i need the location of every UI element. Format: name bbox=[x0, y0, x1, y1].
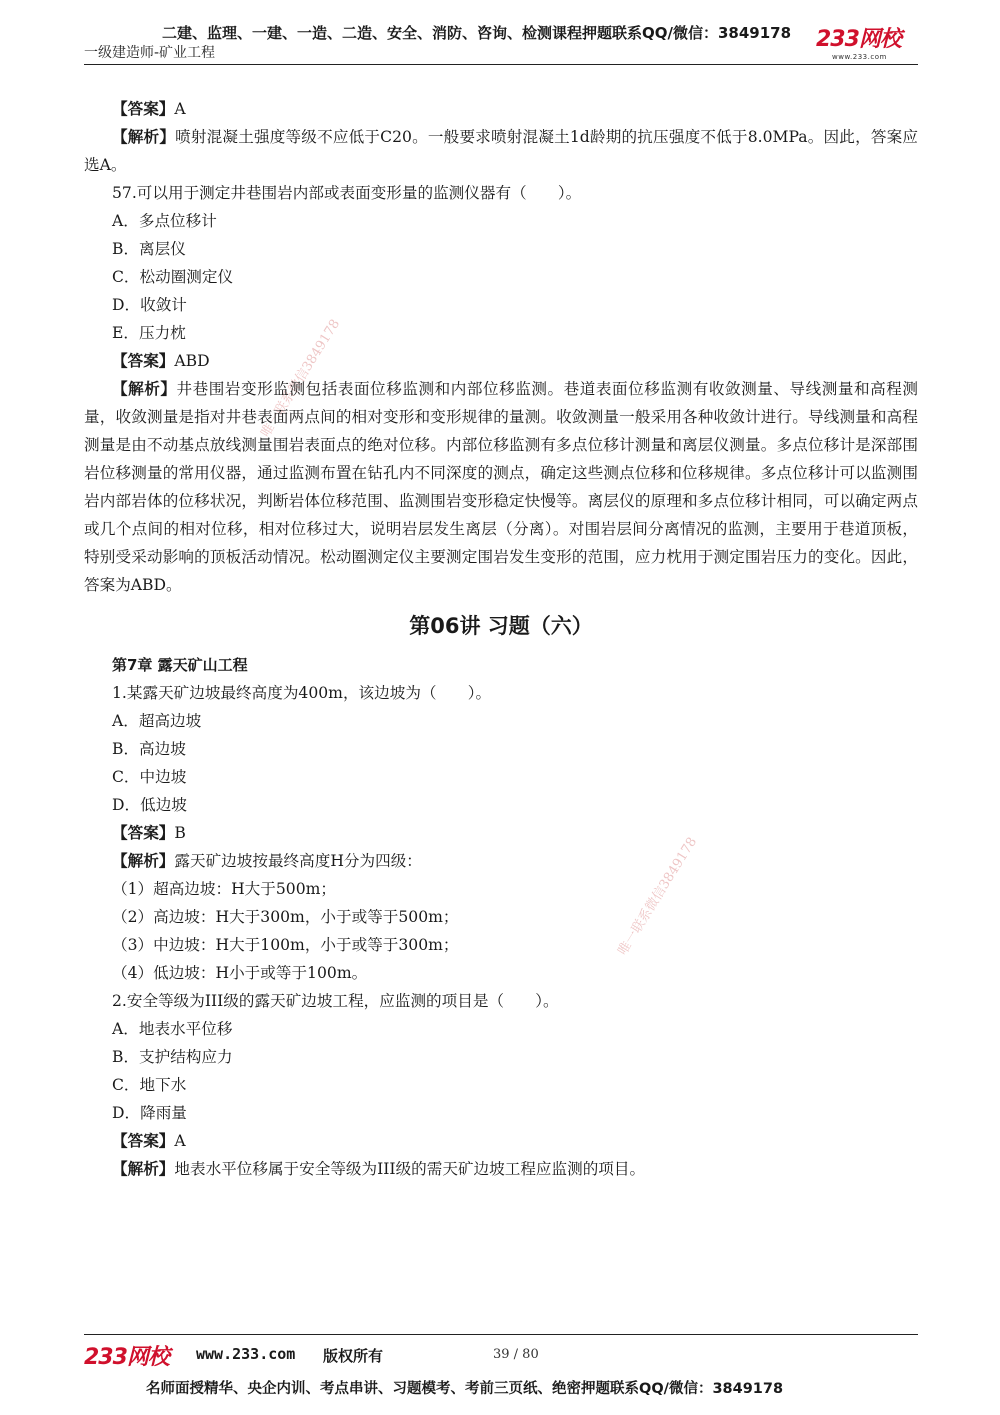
watermark: 唯一联系微信3849178 bbox=[615, 834, 701, 959]
option-item: A．超高边坡 bbox=[112, 712, 202, 730]
option-item: C．地下水 bbox=[112, 1076, 187, 1094]
option-item: D．低边坡 bbox=[112, 796, 187, 814]
logo-mark: 233网校 bbox=[816, 27, 901, 52]
option-item: D．收敛计 bbox=[112, 296, 187, 314]
level-item: （2）高边坡：H大于300m，小于或等于500m； bbox=[112, 908, 459, 926]
level-item: （3）中边坡：H大于100m，小于或等于300m； bbox=[112, 936, 459, 954]
analysis-paragraph: 【解析】露天矿边坡按最终高度H分为四级： bbox=[112, 851, 422, 870]
footer-logo: 233网校 bbox=[84, 1345, 169, 1370]
footer-url[interactable]: www.233.com bbox=[196, 1345, 296, 1363]
answer-line: 【答案】ABD bbox=[112, 351, 210, 370]
answer-line: 【答案】A bbox=[112, 1131, 186, 1150]
level-item: （1）超高边坡：H大于500m； bbox=[112, 880, 337, 898]
chapter-title: 第7章 露天矿山工程 bbox=[112, 656, 248, 674]
option-item: C．中边坡 bbox=[112, 768, 187, 786]
question-stem: 2.安全等级为III级的露天矿边坡工程，应监测的项目是（ ）。 bbox=[112, 992, 559, 1010]
analysis-paragraph: 【解析】喷射混凝土强度等级不应低于C20。一般要求喷射混凝土1d龄期的抗压强度不低于8.0MPa。因此，答案应选A。 bbox=[84, 127, 918, 174]
header-rule bbox=[84, 64, 918, 65]
option-item: D．降雨量 bbox=[112, 1104, 187, 1122]
lecture-title: 第06讲 习题（六） bbox=[409, 614, 593, 638]
header-subtitle: 一级建造师-矿业工程 bbox=[84, 45, 216, 61]
option-item: A．多点位移计 bbox=[112, 212, 217, 230]
analysis-paragraph: 【解析】地表水平位移属于安全等级为III级的需天矿边坡工程应监测的项目。 bbox=[112, 1159, 646, 1178]
header-promo: 二建、监理、一建、一造、二造、安全、消防、咨询、检测课程押题联系QQ/微信：3849178 bbox=[162, 24, 792, 42]
analysis-paragraph: 【解析】井巷围岩变形监测包括表面位移监测和内部位移监测。巷道表面位移监测有收敛测量、导线测量和高程测量，收敛测量是指对井巷表面两点间的相对变形和变形规律的量测。收敛测量一般采用各种收敛计进行。导线测量和高程测量是由不动基点放线测量围岩表面点的绝对位移。内部位移监测有多点位移计测量和离层仪测量。多点位移计是深部围岩位移测量的常用仪器，通过监测布置在钻孔内不同深度的测点，确定这些测点位移和位移规律。多点位移计可以监测围岩内部岩体的位移状况，判断岩体位移范围、监测围岩变形稳定快慢等。离层仪的原理和多点位移计相同，可以确定两点或几个点间的相对位移，相对位移过大，说明岩层发生离层（分离）。对围岩层间分离情况的监测，主要用于巷道顶板，特别受采动影响的顶板活动情况。松动圈测定仪主要测定围岩发生变形的范围，应力枕用于测定围岩压力的变化。因此，答案为ABD。 bbox=[84, 379, 918, 594]
option-item: B．高边坡 bbox=[112, 740, 186, 758]
page-number: 39 / 80 bbox=[493, 1347, 539, 1362]
option-item: C．松动圈测定仪 bbox=[112, 268, 234, 286]
level-item: （4）低边坡：H小于或等于100m。 bbox=[112, 964, 368, 982]
option-item: A．地表水平位移 bbox=[112, 1020, 233, 1038]
option-item: E．压力枕 bbox=[112, 324, 186, 342]
brand-logo bbox=[816, 28, 926, 64]
question-stem: 1.某露天矿边坡最终高度为400m，该边坡为（ ）。 bbox=[112, 684, 492, 702]
option-item: B．支护结构应力 bbox=[112, 1048, 233, 1066]
document-body bbox=[84, 95, 918, 1183]
question-stem: 57.可以用于测定井巷围岩内部或表面变形量的监测仪器有（ ）。 bbox=[112, 184, 582, 202]
footer-copyright: 版权所有 bbox=[323, 1347, 384, 1365]
answer-line: 【答案】A bbox=[112, 99, 186, 118]
footer-rule bbox=[84, 1334, 918, 1335]
answer-line: 【答案】B bbox=[112, 823, 186, 842]
footer-promo: 名师面授精华、央企内训、考点串讲、习题模考、考前三页纸、绝密押题联系QQ/微信：3849178 bbox=[146, 1381, 784, 1397]
logo-url: www.233.com bbox=[832, 53, 887, 61]
option-item: B．离层仪 bbox=[112, 240, 186, 258]
watermark: 唯一联系微信3849178 bbox=[258, 316, 344, 441]
